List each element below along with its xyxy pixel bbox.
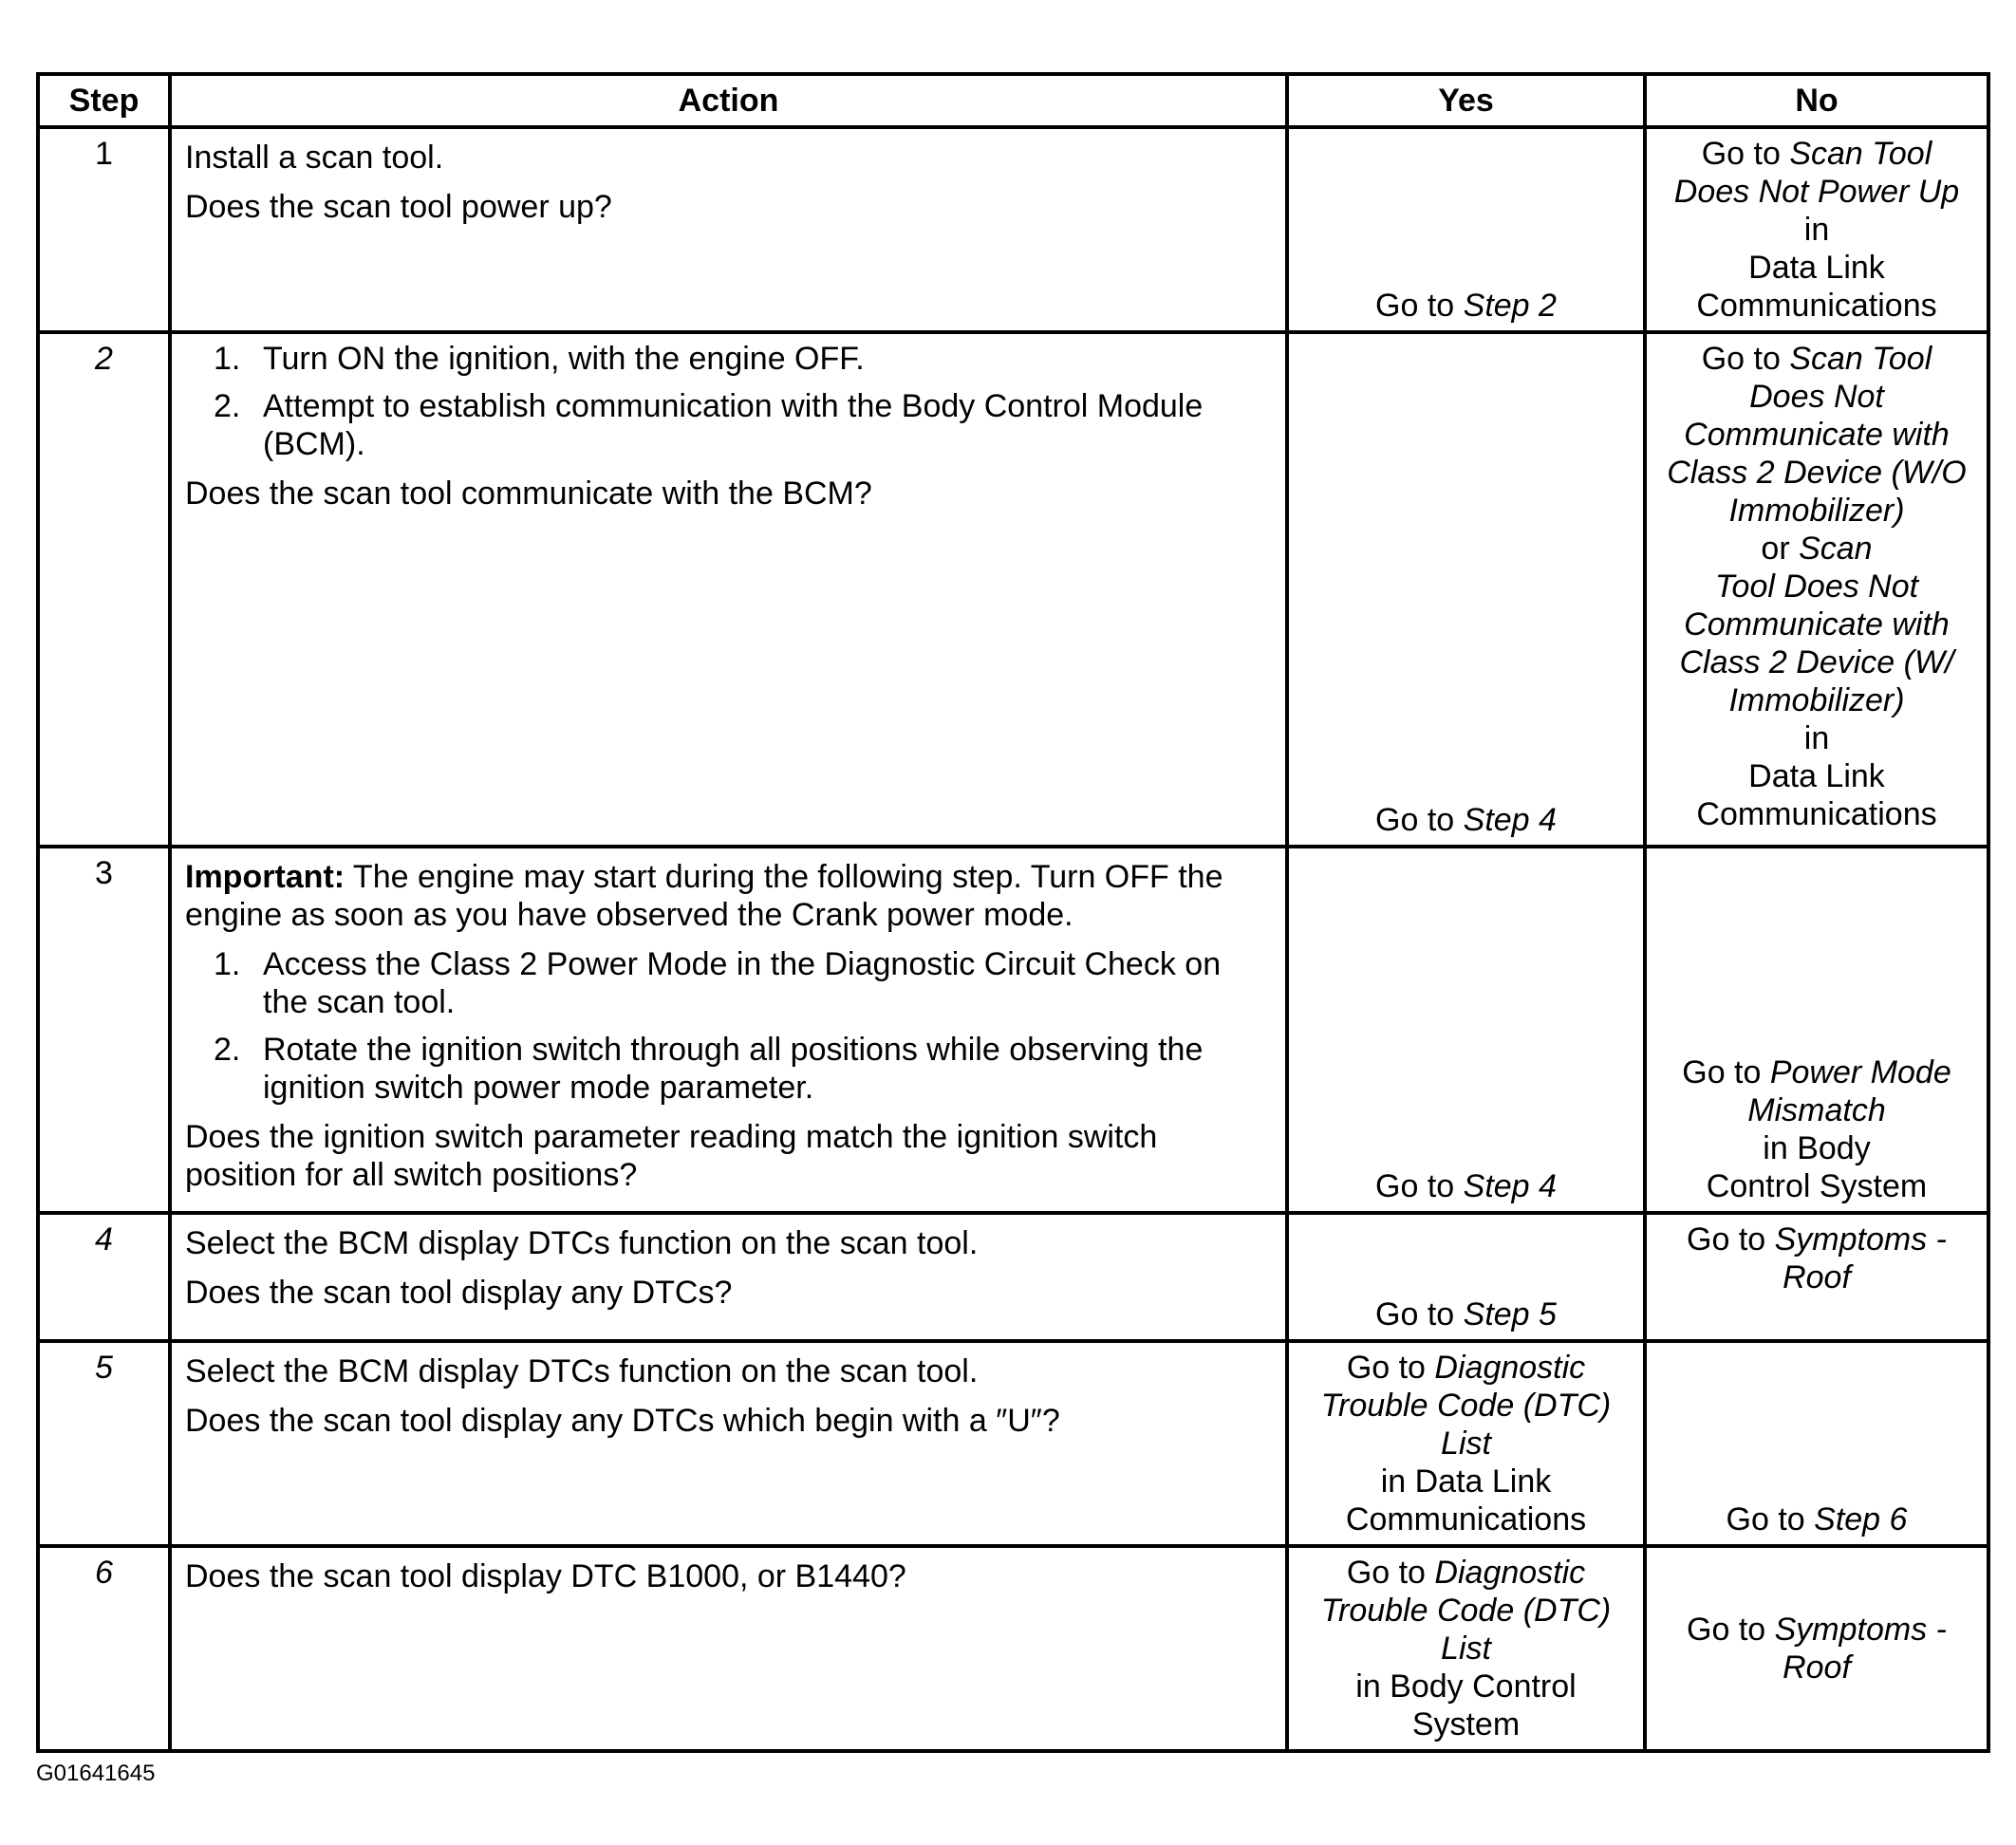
yes-prefix: Go to xyxy=(1375,288,1464,324)
table-row xyxy=(38,847,1988,1213)
no-link[interactable]: Scan xyxy=(1799,531,1873,567)
important-text: The engine may start during the following step. Turn OFF the engine as soon as you have observed the Crank power mode. xyxy=(185,859,1223,933)
no-prefix: Go to xyxy=(1726,1501,1815,1538)
important-label: Important: xyxy=(185,859,345,895)
table-row xyxy=(38,1213,1988,1341)
table-row xyxy=(38,127,1988,332)
action-text: Select the BCM display DTCs function on the scan tool. xyxy=(185,1225,979,1261)
action-cell xyxy=(170,127,1287,332)
figure-id: G01641645 xyxy=(36,1761,156,1786)
no-prefix: Go to xyxy=(1687,1612,1775,1648)
step-number: 2 xyxy=(38,332,170,847)
diagnostic-table xyxy=(36,72,1990,1753)
no-link[interactable]: Tool Does Not Communicate with Class 2 Device (W/ Immobilizer) xyxy=(1679,568,1954,718)
no-cell xyxy=(1645,1341,1988,1546)
yes-prefix: Go to xyxy=(1375,802,1464,838)
list-item: 1. Access the Class 2 Power Mode in the Diagnostic Circuit Check on the scan tool. xyxy=(214,946,1222,1020)
action-text: Install a scan tool. xyxy=(185,140,444,176)
action-question: Does the scan tool display DTC B1000, or B1440? xyxy=(185,1558,906,1594)
no-or: or xyxy=(1761,531,1800,567)
action-cell xyxy=(170,332,1287,847)
action-question: Does the ignition switch parameter reading match the ignition switch position for all switch positions? xyxy=(185,1119,1158,1193)
yes-prefix: Go to xyxy=(1375,1168,1464,1204)
no-link[interactable]: Step 6 xyxy=(1814,1501,1908,1538)
no-prefix: Go to xyxy=(1687,1221,1775,1258)
yes-cell xyxy=(1287,127,1645,332)
yes-prefix: Go to xyxy=(1346,1555,1435,1591)
important-note xyxy=(185,858,1272,934)
no-location: Data Link Communications xyxy=(1696,758,1937,832)
yes-link[interactable]: Diagnostic Trouble Code (DTC) List xyxy=(1320,1350,1612,1462)
no-cell xyxy=(1645,1546,1988,1751)
action-list xyxy=(185,945,1272,1107)
table-row xyxy=(38,1341,1988,1546)
yes-prefix: Go to xyxy=(1346,1350,1435,1386)
yes-cell xyxy=(1287,1341,1645,1546)
no-in: in Body xyxy=(1763,1130,1871,1166)
no-link[interactable]: Symptoms - Roof xyxy=(1774,1612,1947,1686)
no-cell xyxy=(1645,127,1988,332)
no-link[interactable]: Scan Tool Does Not Communicate with Class 2 Device (W/O Immobilizer) xyxy=(1667,341,1967,529)
action-cell xyxy=(170,1213,1287,1341)
no-cell xyxy=(1645,847,1988,1213)
action-cell xyxy=(170,847,1287,1213)
header-no: No xyxy=(1645,74,1988,127)
table-row xyxy=(38,332,1988,847)
yes-cell xyxy=(1287,332,1645,847)
yes-cell xyxy=(1287,1213,1645,1341)
yes-prefix: Go to xyxy=(1375,1296,1464,1332)
yes-cell xyxy=(1287,1546,1645,1751)
yes-link[interactable]: Diagnostic Trouble Code (DTC) List xyxy=(1320,1555,1612,1667)
step-number: 1 xyxy=(38,127,170,332)
action-question: Does the scan tool communicate with the BCM? xyxy=(185,475,872,512)
step-number: 5 xyxy=(38,1341,170,1546)
header-row xyxy=(38,74,1988,127)
no-location: Control System xyxy=(1706,1168,1928,1204)
action-question: Does the scan tool display any DTCs? xyxy=(185,1275,733,1311)
header-action: Action xyxy=(170,74,1287,127)
yes-location: in Data Link Communications xyxy=(1345,1463,1587,1538)
no-in: in xyxy=(1803,720,1830,756)
step-number: 4 xyxy=(38,1213,170,1341)
action-question: Does the scan tool display any DTCs which begin with a ″U″? xyxy=(185,1403,1060,1439)
list-item: 2. Rotate the ignition switch through all positions while observing the ignition switch power mode parameter. xyxy=(214,1032,1204,1106)
no-link[interactable]: Power Mode Mismatch xyxy=(1747,1054,1951,1128)
table-row xyxy=(38,1546,1988,1751)
yes-link[interactable]: Step 2 xyxy=(1463,288,1557,324)
action-cell xyxy=(170,1546,1287,1751)
header-yes: Yes xyxy=(1287,74,1645,127)
no-cell xyxy=(1645,332,1988,847)
no-prefix: Go to xyxy=(1701,136,1790,172)
yes-link[interactable]: Step 4 xyxy=(1463,1168,1557,1204)
step-number: 6 xyxy=(38,1546,170,1751)
header-step: Step xyxy=(38,74,170,127)
yes-link[interactable]: Step 5 xyxy=(1463,1296,1557,1332)
action-list xyxy=(185,340,1272,463)
no-cell xyxy=(1645,1213,1988,1341)
list-item: 1. Turn ON the ignition, with the engine OFF. xyxy=(214,341,865,377)
no-prefix: Go to xyxy=(1701,341,1790,377)
no-prefix: Go to xyxy=(1682,1054,1770,1090)
no-in: in xyxy=(1803,212,1830,248)
yes-cell xyxy=(1287,847,1645,1213)
yes-link[interactable]: Step 4 xyxy=(1463,802,1557,838)
action-text: Select the BCM display DTCs function on the scan tool. xyxy=(185,1353,979,1389)
no-link[interactable]: Scan Tool Does Not Power Up xyxy=(1673,136,1960,210)
action-cell xyxy=(170,1341,1287,1546)
step-number: 3 xyxy=(38,847,170,1213)
no-link[interactable]: Symptoms - Roof xyxy=(1774,1221,1947,1295)
no-location: Data Link Communications xyxy=(1696,250,1937,324)
yes-location: in Body Control System xyxy=(1355,1668,1577,1742)
list-item: 2. Attempt to establish communication with the Body Control Module (BCM). xyxy=(214,388,1204,462)
action-question: Does the scan tool power up? xyxy=(185,189,612,225)
